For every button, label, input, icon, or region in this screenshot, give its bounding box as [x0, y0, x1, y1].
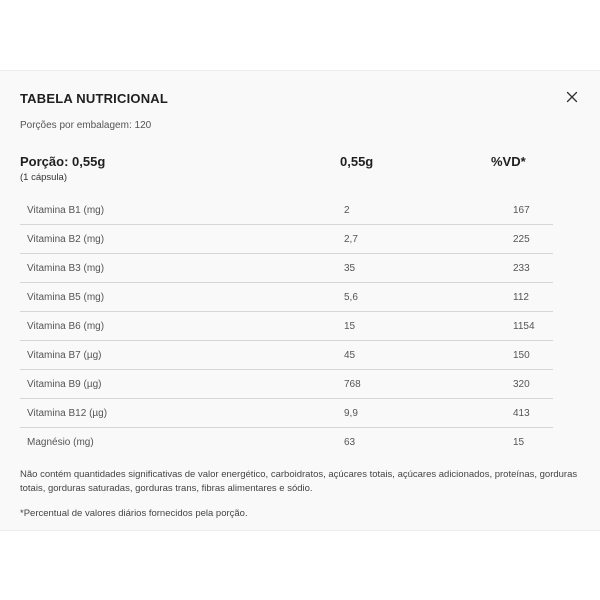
nutrient-amount: 15	[344, 321, 356, 332]
nutrient-amount: 2,7	[344, 234, 358, 245]
nutrient-name: Vitamina B1 (mg)	[27, 205, 105, 216]
portion-header: Porção: 0,55g	[20, 154, 106, 169]
table-row	[20, 370, 553, 399]
nutrient-amount: 768	[344, 379, 361, 390]
nutrient-amount: 9,9	[344, 408, 358, 419]
daily-value-footnote: *Percentual de valores diários fornecidos pela porção.	[20, 508, 248, 519]
table-row	[20, 283, 553, 312]
nutrient-vd: 225	[513, 234, 530, 245]
nutrient-vd: 150	[513, 350, 530, 361]
table-row	[20, 428, 553, 457]
modal-title: TABELA NUTRICIONAL	[20, 91, 169, 106]
table-row	[20, 312, 553, 341]
nutrient-vd: 320	[513, 379, 530, 390]
nutrient-amount: 35	[344, 263, 356, 274]
nutrient-table	[20, 196, 553, 457]
table-row	[20, 254, 553, 283]
nutrient-name: Vitamina B3 (mg)	[27, 263, 105, 274]
nutrient-vd: 413	[513, 408, 530, 419]
nutrition-disclaimer: Não contém quantidades significativas de valor energético, carboidratos, açúcares totais, açúcares adicionados, proteínas, gorduras totais, gorduras saturadas, gorduras trans, fibras alimentares e sódio.	[20, 469, 578, 494]
close-icon[interactable]	[563, 88, 581, 106]
nutrient-name: Vitamina B9 (µg)	[27, 379, 102, 390]
nutrient-name: Vitamina B5 (mg)	[27, 292, 105, 303]
table-row	[20, 225, 553, 254]
nutrient-vd: 15	[513, 437, 525, 448]
nutrient-vd: 112	[513, 292, 529, 303]
nutrient-name: Magnésio (mg)	[27, 437, 94, 448]
portions-per-package: Porções por embalagem: 120	[20, 120, 152, 131]
nutrient-amount: 2	[344, 205, 350, 216]
nutrient-vd: 1154	[513, 321, 535, 332]
table-row	[20, 399, 553, 428]
nutrition-table-modal	[0, 70, 600, 531]
nutrient-name: Vitamina B12 (µg)	[27, 408, 108, 419]
table-row	[20, 196, 553, 225]
amount-column-header: 0,55g	[340, 154, 374, 169]
nutrient-amount: 45	[344, 350, 356, 361]
portion-subtitle: (1 cápsula)	[20, 172, 67, 183]
nutrient-name: Vitamina B2 (mg)	[27, 234, 105, 245]
vd-column-header: %VD*	[491, 154, 526, 169]
nutrient-vd: 233	[513, 263, 530, 274]
nutrient-name: Vitamina B7 (µg)	[27, 350, 102, 361]
nutrient-vd: 167	[513, 205, 530, 216]
nutrient-amount: 5,6	[344, 292, 358, 303]
nutrient-amount: 63	[344, 437, 356, 448]
table-row	[20, 341, 553, 370]
nutrient-name: Vitamina B6 (mg)	[27, 321, 105, 332]
